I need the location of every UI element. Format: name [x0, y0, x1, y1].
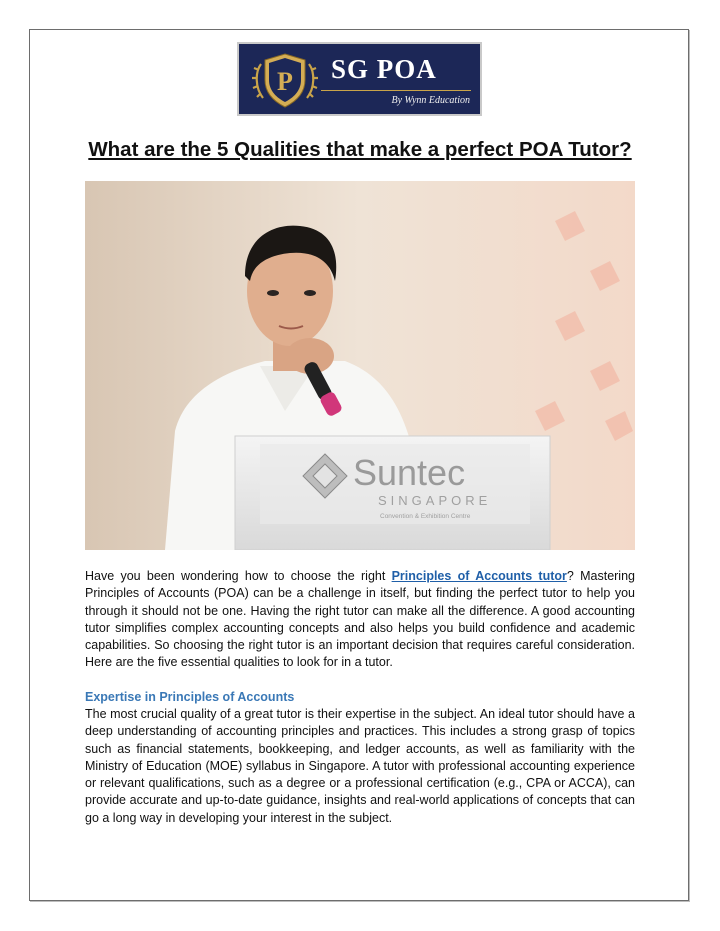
speaker-photo: [85, 181, 635, 550]
article-title: What are the 5 Qualities that make a perfect POA Tutor?: [88, 138, 632, 161]
podium-caption-text: Convention & Exhibition Centre: [380, 513, 471, 520]
podium-sub-text: SINGAPORE: [378, 493, 492, 508]
svg-text:P: P: [277, 67, 293, 96]
podium-brand-text: Suntec: [353, 452, 466, 493]
logo-divider: [321, 90, 471, 91]
section-heading-expertise: Expertise in Principles of Accounts: [85, 690, 295, 704]
logo-subtitle: By Wynn Education: [391, 95, 470, 106]
poa-tutor-link[interactable]: Principles of Accounts tutor: [391, 569, 567, 583]
shield-laurel-icon: [251, 50, 319, 112]
section-body-expertise: The most crucial quality of a great tutor is their expertise in the subject. An ideal tutor should have a deep understanding of accounting principles and practices. This includes a strong grasp of topics such as financial statements, bookkeeping, and ledger accounts, as well as familiarity with the Ministry of Education (MOE) syllabus in Singapore. A tutor with professional accounting experience or relevant qualifications, such as a degree or a professional certification (e.g., CPA or ACCA), can provide accurate and up-to-date guidance, insights and real-world applications of concepts that can go a long way in developing your interest in the subject.: [85, 707, 635, 825]
intro-paragraph: Have you been wondering how to choose the right Principles of Accounts tutor? Mastering Principles of Accounts (POA) can be a challenge in itself, but finding the perfect tutor to help you through it should not be one. Having the right tutor can make all the difference. A good accounting tutor simplifies complex accounting concepts and also helps you build confidence and academic capabilities. So choosing the right tutor is an important decision that requires careful consideration. Here are the five essential qualities to look for in a tutor.: [85, 569, 635, 670]
logo-title: SG POA: [331, 54, 437, 84]
sg-poa-logo: [237, 42, 482, 116]
